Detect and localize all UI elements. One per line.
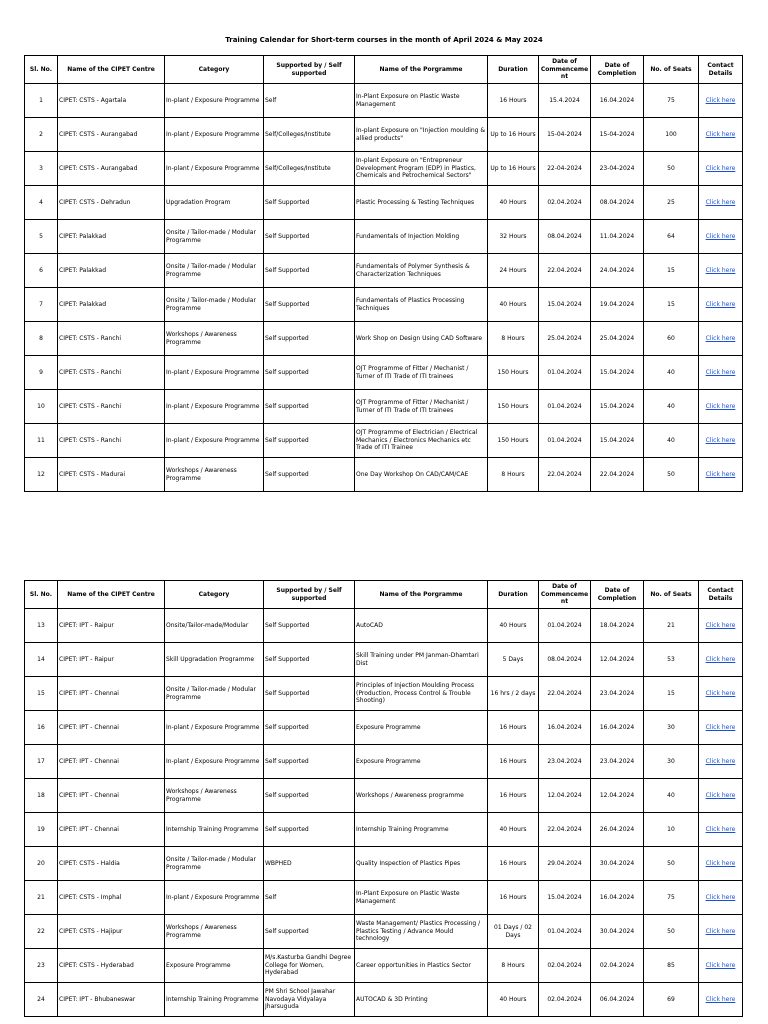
cell-duration: 40 Hours: [488, 609, 539, 643]
cell-category: In-plant / Exposure Programme: [165, 84, 264, 118]
cell-programme: Fundamentals of Polymer Synthesis & Characterization Techniques: [355, 254, 488, 288]
contact-link[interactable]: Click here: [699, 322, 743, 356]
cell-sl-no: 11: [25, 424, 58, 458]
cell-centre: CIPET: CSTS - Imphal: [58, 881, 165, 915]
table-row: [25, 983, 743, 1017]
cell-sl-no: 21: [25, 881, 58, 915]
cell-end-date: 23.04.2024: [591, 745, 644, 779]
cell-duration: 40 Hours: [488, 186, 539, 220]
cell-end-date: 23-04-2024: [591, 152, 644, 186]
cell-seats: 69: [644, 983, 699, 1017]
cell-programme: AUTOCAD & 3D Printing: [355, 983, 488, 1017]
cell-duration: 40 Hours: [488, 983, 539, 1017]
header-end-date: Date of Completion: [591, 56, 644, 84]
cell-start-date: 25.04.2024: [539, 322, 591, 356]
cell-centre: CIPET: IPT - Chennai: [58, 711, 165, 745]
cell-end-date: 15.04.2024: [591, 390, 644, 424]
header-duration: Duration: [488, 56, 539, 84]
table-header-row: [25, 581, 743, 609]
cell-centre: CIPET: IPT - Raipur: [58, 643, 165, 677]
cell-end-date: 15.04.2024: [591, 424, 644, 458]
contact-link[interactable]: Click here: [699, 118, 743, 152]
cell-seats: 50: [644, 152, 699, 186]
cell-start-date: 01.04.2024: [539, 424, 591, 458]
header-supported: Supported by / Self supported: [264, 581, 355, 609]
cell-category: Workshops / Awareness Programme: [165, 322, 264, 356]
cell-supported-by: Self supported: [264, 711, 355, 745]
cell-programme: Workshops / Awareness programme: [355, 779, 488, 813]
cell-start-date: 01.04.2024: [539, 609, 591, 643]
cell-start-date: 08.04.2024: [539, 643, 591, 677]
cell-supported-by: Self Supported: [264, 220, 355, 254]
cell-seats: 21: [644, 609, 699, 643]
table-body-1: [25, 84, 743, 492]
table-row: [25, 949, 743, 983]
header-duration: Duration: [488, 581, 539, 609]
cell-centre: CIPET: Palakkad: [58, 288, 165, 322]
cell-seats: 40: [644, 779, 699, 813]
table-row: [25, 118, 743, 152]
cell-seats: 60: [644, 322, 699, 356]
cell-duration: Up to 16 Hours: [488, 152, 539, 186]
cell-programme: Exposure Programme: [355, 745, 488, 779]
cell-programme: One Day Workshop On CAD/CAM/CAE: [355, 458, 488, 492]
contact-link[interactable]: Click here: [699, 949, 743, 983]
contact-link[interactable]: Click here: [699, 677, 743, 711]
cell-centre: CIPET: IPT - Chennai: [58, 779, 165, 813]
header-contact: Contact Details: [699, 56, 743, 84]
cell-centre: CIPET: IPT - Chennai: [58, 745, 165, 779]
cell-duration: 24 Hours: [488, 254, 539, 288]
header-programme: Name of the Porgramme: [355, 56, 488, 84]
cell-supported-by: Self Supported: [264, 643, 355, 677]
cell-category: Onsite / Tailor-made / Modular Programme: [165, 288, 264, 322]
cell-end-date: 25.04.2024: [591, 322, 644, 356]
contact-link[interactable]: Click here: [699, 813, 743, 847]
cell-start-date: 29.04.2024: [539, 847, 591, 881]
cell-supported-by: Self Supported: [264, 254, 355, 288]
cell-seats: 75: [644, 84, 699, 118]
table-row: [25, 458, 743, 492]
cell-end-date: 16.04.2024: [591, 84, 644, 118]
cell-category: In-plant / Exposure Programme: [165, 356, 264, 390]
cell-sl-no: 7: [25, 288, 58, 322]
cell-sl-no: 13: [25, 609, 58, 643]
contact-link[interactable]: Click here: [699, 881, 743, 915]
cell-category: Onsite / Tailor-made / Modular Programme: [165, 220, 264, 254]
cell-start-date: 22-04-2024: [539, 152, 591, 186]
cell-start-date: 08.04.2024: [539, 220, 591, 254]
cell-sl-no: 3: [25, 152, 58, 186]
cell-category: Workshops / Awareness Programme: [165, 779, 264, 813]
cell-start-date: 02.04.2024: [539, 186, 591, 220]
header-seats: No. of Seats: [644, 581, 699, 609]
header-contact: Contact Details: [699, 581, 743, 609]
cell-programme: Plastic Processing & Testing Techniques: [355, 186, 488, 220]
cell-seats: 15: [644, 677, 699, 711]
table-row: [25, 186, 743, 220]
cell-end-date: 24.04.2024: [591, 254, 644, 288]
contact-link[interactable]: Click here: [699, 983, 743, 1017]
cell-sl-no: 15: [25, 677, 58, 711]
table-row: [25, 254, 743, 288]
cell-programme: Fundamentals of Injection Molding: [355, 220, 488, 254]
cell-category: Internship Training Programme: [165, 813, 264, 847]
cell-sl-no: 22: [25, 915, 58, 949]
cell-centre: CIPET: IPT - Chennai: [58, 813, 165, 847]
cell-category: Skill Upgradation Programme: [165, 643, 264, 677]
cell-sl-no: 14: [25, 643, 58, 677]
cell-category: In-plant / Exposure Programme: [165, 711, 264, 745]
contact-link[interactable]: Click here: [699, 390, 743, 424]
training-calendar-table-2: [24, 580, 743, 1017]
cell-category: Upgradation Program: [165, 186, 264, 220]
contact-link[interactable]: Click here: [699, 84, 743, 118]
cell-category: Workshops / Awareness Programme: [165, 915, 264, 949]
cell-start-date: 15.04.2024: [539, 881, 591, 915]
cell-duration: 150 Hours: [488, 390, 539, 424]
cell-programme: In-plant Exposure on "Injection moulding & allied products": [355, 118, 488, 152]
table-row: [25, 609, 743, 643]
cell-programme: Quality Inspection of Plastics Pipes: [355, 847, 488, 881]
cell-centre: CIPET: CSTS - Hyderabad: [58, 949, 165, 983]
cell-seats: 64: [644, 220, 699, 254]
cell-end-date: 16.04.2024: [591, 881, 644, 915]
cell-duration: 150 Hours: [488, 424, 539, 458]
header-sl-no: Sl. No.: [25, 581, 58, 609]
cell-end-date: 08.04.2024: [591, 186, 644, 220]
cell-supported-by: Self/Colleges/Institute: [264, 152, 355, 186]
header-start-date: Date of Commenceme nt: [539, 56, 591, 84]
cell-end-date: 22.04.2024: [591, 458, 644, 492]
table-row: [25, 220, 743, 254]
contact-link[interactable]: Click here: [699, 609, 743, 643]
cell-supported-by: PM Shri School Jawahar Navodaya Vidyalaya Jharsuguda: [264, 983, 355, 1017]
table-body-2: [25, 609, 743, 1017]
cell-duration: Up to 16 Hours: [488, 118, 539, 152]
table-header-row: [25, 56, 743, 84]
cell-start-date: 02.04.2024: [539, 949, 591, 983]
cell-centre: CIPET: CSTS - Aurangabad: [58, 152, 165, 186]
cell-seats: 10: [644, 813, 699, 847]
cell-duration: 8 Hours: [488, 458, 539, 492]
cell-programme: Waste Management/ Plastics Processing / Plastics Testing / Advance Mould technology: [355, 915, 488, 949]
header-centre: Name of the CIPET Centre: [58, 56, 165, 84]
cell-supported-by: Self supported: [264, 813, 355, 847]
header-centre: Name of the CIPET Centre: [58, 581, 165, 609]
table-row: [25, 711, 743, 745]
cell-sl-no: 12: [25, 458, 58, 492]
cell-sl-no: 10: [25, 390, 58, 424]
cell-supported-by: Self: [264, 881, 355, 915]
cell-centre: CIPET: IPT - Bhubaneswar: [58, 983, 165, 1017]
cell-category: Onsite/Tailor-made/Modular: [165, 609, 264, 643]
cell-category: Onsite / Tailor-made / Modular Programme: [165, 254, 264, 288]
cell-duration: 8 Hours: [488, 949, 539, 983]
header-category: Category: [165, 581, 264, 609]
cell-seats: 30: [644, 745, 699, 779]
cell-supported-by: Self Supported: [264, 288, 355, 322]
cell-centre: CIPET: CSTS - Ranchi: [58, 356, 165, 390]
contact-link[interactable]: Click here: [699, 711, 743, 745]
cell-seats: 50: [644, 458, 699, 492]
training-calendar-table-1: [24, 55, 743, 492]
cell-seats: 15: [644, 288, 699, 322]
cell-category: Workshops / Awareness Programme: [165, 458, 264, 492]
cell-category: In-plant / Exposure Programme: [165, 424, 264, 458]
cell-seats: 25: [644, 186, 699, 220]
cell-programme: Principles of Injection Moulding Process (Production, Process Control & Trouble Shooting): [355, 677, 488, 711]
cell-programme: Skill Training under PM Janman-Dhamtari Dist: [355, 643, 488, 677]
cell-supported-by: WBPHED: [264, 847, 355, 881]
cell-centre: CIPET: CSTS - Aurangabad: [58, 118, 165, 152]
cell-sl-no: 20: [25, 847, 58, 881]
cell-programme: In-plant Exposure on "Entrepreneur Development Program (EDP) in Plastics, Chemicals and Petrochemical Sectors": [355, 152, 488, 186]
cell-duration: 01 Days / 02 Days: [488, 915, 539, 949]
cell-category: In-plant / Exposure Programme: [165, 881, 264, 915]
cell-start-date: 22.04.2024: [539, 813, 591, 847]
cell-end-date: 02.04.2024: [591, 949, 644, 983]
cell-seats: 50: [644, 847, 699, 881]
cell-end-date: 15.04.2024: [591, 356, 644, 390]
cell-sl-no: 8: [25, 322, 58, 356]
cell-centre: CIPET: CSTS - Ranchi: [58, 390, 165, 424]
cell-programme: In-Plant Exposure on Plastic Waste Management: [355, 881, 488, 915]
table-row: [25, 424, 743, 458]
cell-start-date: 15.4.2024: [539, 84, 591, 118]
cell-centre: CIPET: Palakkad: [58, 220, 165, 254]
cell-start-date: 15-04-2024: [539, 118, 591, 152]
table-row: [25, 152, 743, 186]
cell-centre: CIPET: CSTS - Madurai: [58, 458, 165, 492]
cell-programme: Work Shop on Design Using CAD Software: [355, 322, 488, 356]
cell-start-date: 01.04.2024: [539, 356, 591, 390]
cell-sl-no: 16: [25, 711, 58, 745]
cell-supported-by: Self: [264, 84, 355, 118]
cell-supported-by: Self supported: [264, 356, 355, 390]
cell-duration: 16 Hours: [488, 84, 539, 118]
cell-programme: OJT Programme of Electrician / Electrical Mechanics / Electronics Mechanics etc Trade of ITI Trainee: [355, 424, 488, 458]
header-start-date: Date of Commenceme nt: [539, 581, 591, 609]
cell-centre: CIPET: Palakkad: [58, 254, 165, 288]
cell-start-date: 22.04.2024: [539, 254, 591, 288]
cell-centre: CIPET: CSTS - Hajipur: [58, 915, 165, 949]
cell-supported-by: Self supported: [264, 915, 355, 949]
cell-duration: 16 Hours: [488, 745, 539, 779]
cell-programme: Career opportunities in Plastics Sector: [355, 949, 488, 983]
cell-duration: 16 Hours: [488, 881, 539, 915]
cell-seats: 53: [644, 643, 699, 677]
contact-link[interactable]: Click here: [699, 458, 743, 492]
cell-duration: 150 Hours: [488, 356, 539, 390]
cell-category: Onsite / Tailor-made / Modular Programme: [165, 677, 264, 711]
table-row: [25, 322, 743, 356]
cell-programme: Fundamentals of Plastics Processing Techniques: [355, 288, 488, 322]
cell-end-date: 06.04.2024: [591, 983, 644, 1017]
cell-category: Internship Training Programme: [165, 983, 264, 1017]
cell-supported-by: Self supported: [264, 390, 355, 424]
cell-end-date: 12.04.2024: [591, 643, 644, 677]
contact-link[interactable]: Click here: [699, 220, 743, 254]
table-row: [25, 915, 743, 949]
cell-start-date: 22.04.2024: [539, 677, 591, 711]
cell-centre: CIPET: CSTS - Ranchi: [58, 322, 165, 356]
cell-start-date: 22.04.2024: [539, 458, 591, 492]
cell-programme: OJT Programme of Fitter / Mechanist / Turner of ITI Trade of ITI trainees: [355, 390, 488, 424]
cell-start-date: 15.04.2024: [539, 288, 591, 322]
cell-category: Onsite / Tailor-made / Modular Programme: [165, 847, 264, 881]
cell-programme: OJT Programme of Fitter / Mechanist / Turner of ITI Trade of ITI trainees: [355, 356, 488, 390]
cell-duration: 8 Hours: [488, 322, 539, 356]
cell-start-date: 16.04.2024: [539, 711, 591, 745]
cell-seats: 75: [644, 881, 699, 915]
table-row: [25, 881, 743, 915]
cell-start-date: 01.04.2024: [539, 390, 591, 424]
cell-seats: 40: [644, 356, 699, 390]
header-seats: No. of Seats: [644, 56, 699, 84]
contact-link[interactable]: Click here: [699, 356, 743, 390]
cell-end-date: 16.04.2024: [591, 711, 644, 745]
cell-duration: 40 Hours: [488, 288, 539, 322]
cell-category: Exposure Programme: [165, 949, 264, 983]
cell-supported-by: Self Supported: [264, 609, 355, 643]
page-title: Training Calendar for Short-term courses in the month of April 2024 & May 2024: [225, 36, 543, 44]
cell-sl-no: 1: [25, 84, 58, 118]
contact-link[interactable]: Click here: [699, 186, 743, 220]
cell-seats: 100: [644, 118, 699, 152]
cell-supported-by: Self Supported: [264, 186, 355, 220]
cell-programme: Exposure Programme: [355, 711, 488, 745]
table-row: [25, 779, 743, 813]
cell-duration: 16 Hours: [488, 847, 539, 881]
cell-duration: 5 Days: [488, 643, 539, 677]
table-row: [25, 84, 743, 118]
contact-link[interactable]: Click here: [699, 847, 743, 881]
cell-programme: In-Plant Exposure on Plastic Waste Management: [355, 84, 488, 118]
cell-end-date: 11.04.2024: [591, 220, 644, 254]
cell-start-date: 12.04.2024: [539, 779, 591, 813]
cell-centre: CIPET: IPT - Chennai: [58, 677, 165, 711]
cell-centre: CIPET: CSTS - Dehradun: [58, 186, 165, 220]
cell-supported-by: Self supported: [264, 458, 355, 492]
header-sl-no: Sl. No.: [25, 56, 58, 84]
contact-link[interactable]: Click here: [699, 779, 743, 813]
cell-duration: 40 Hours: [488, 813, 539, 847]
header-end-date: Date of Completion: [591, 581, 644, 609]
cell-sl-no: 9: [25, 356, 58, 390]
cell-duration: 16 Hours: [488, 711, 539, 745]
cell-end-date: 15-04-2024: [591, 118, 644, 152]
contact-link[interactable]: Click here: [699, 152, 743, 186]
header-programme: Name of the Porgramme: [355, 581, 488, 609]
cell-sl-no: 17: [25, 745, 58, 779]
cell-duration: 32 Hours: [488, 220, 539, 254]
header-supported: Supported by / Self supported: [264, 56, 355, 84]
cell-seats: 15: [644, 254, 699, 288]
contact-link[interactable]: Click here: [699, 424, 743, 458]
header-category: Category: [165, 56, 264, 84]
contact-link[interactable]: Click here: [699, 643, 743, 677]
cell-seats: 30: [644, 711, 699, 745]
cell-seats: 50: [644, 915, 699, 949]
cell-supported-by: Self supported: [264, 322, 355, 356]
cell-end-date: 23.04.2024: [591, 677, 644, 711]
cell-seats: 85: [644, 949, 699, 983]
cell-end-date: 30.04.2024: [591, 915, 644, 949]
cell-centre: CIPET: IPT - Raipur: [58, 609, 165, 643]
cell-sl-no: 18: [25, 779, 58, 813]
cell-end-date: 26.04.2024: [591, 813, 644, 847]
cell-supported-by: Self Supported: [264, 677, 355, 711]
cell-centre: CIPET: CSTS - Haldia: [58, 847, 165, 881]
table-row: [25, 847, 743, 881]
table-row: [25, 745, 743, 779]
cell-sl-no: 19: [25, 813, 58, 847]
cell-end-date: 30.04.2024: [591, 847, 644, 881]
table-row: [25, 677, 743, 711]
table-row: [25, 643, 743, 677]
cell-centre: CIPET: CSTS - Ranchi: [58, 424, 165, 458]
contact-link[interactable]: Click here: [699, 254, 743, 288]
cell-sl-no: 4: [25, 186, 58, 220]
cell-programme: Internship Training Programme: [355, 813, 488, 847]
contact-link[interactable]: Click here: [699, 288, 743, 322]
cell-sl-no: 6: [25, 254, 58, 288]
table-row: [25, 390, 743, 424]
cell-sl-no: 2: [25, 118, 58, 152]
cell-supported-by: Self supported: [264, 745, 355, 779]
cell-end-date: 18.04.2024: [591, 609, 644, 643]
table-row: [25, 288, 743, 322]
table-row: [25, 813, 743, 847]
cell-supported-by: Self supported: [264, 424, 355, 458]
cell-end-date: 19.04.2024: [591, 288, 644, 322]
cell-category: In-plant / Exposure Programme: [165, 152, 264, 186]
contact-link[interactable]: Click here: [699, 745, 743, 779]
cell-start-date: 23.04.2024: [539, 745, 591, 779]
cell-centre: CIPET: CSTS - Agartala: [58, 84, 165, 118]
cell-supported-by: M/s.Kasturba Gandhi Degree College for Women, Hyderabad: [264, 949, 355, 983]
cell-supported-by: Self/Colleges/Institute: [264, 118, 355, 152]
cell-sl-no: 24: [25, 983, 58, 1017]
contact-link[interactable]: Click here: [699, 915, 743, 949]
table-row: [25, 356, 743, 390]
cell-category: In-plant / Exposure Programme: [165, 390, 264, 424]
cell-duration: 16 hrs / 2 days: [488, 677, 539, 711]
cell-start-date: 01.04.2024: [539, 915, 591, 949]
cell-seats: 40: [644, 424, 699, 458]
cell-duration: 16 Hours: [488, 779, 539, 813]
cell-seats: 40: [644, 390, 699, 424]
cell-category: In-plant / Exposure Programme: [165, 745, 264, 779]
cell-supported-by: Self supported: [264, 779, 355, 813]
cell-end-date: 12.04.2024: [591, 779, 644, 813]
cell-programme: AutoCAD: [355, 609, 488, 643]
cell-sl-no: 23: [25, 949, 58, 983]
cell-start-date: 02.04.2024: [539, 983, 591, 1017]
cell-category: In-plant / Exposure Programme: [165, 118, 264, 152]
cell-sl-no: 5: [25, 220, 58, 254]
